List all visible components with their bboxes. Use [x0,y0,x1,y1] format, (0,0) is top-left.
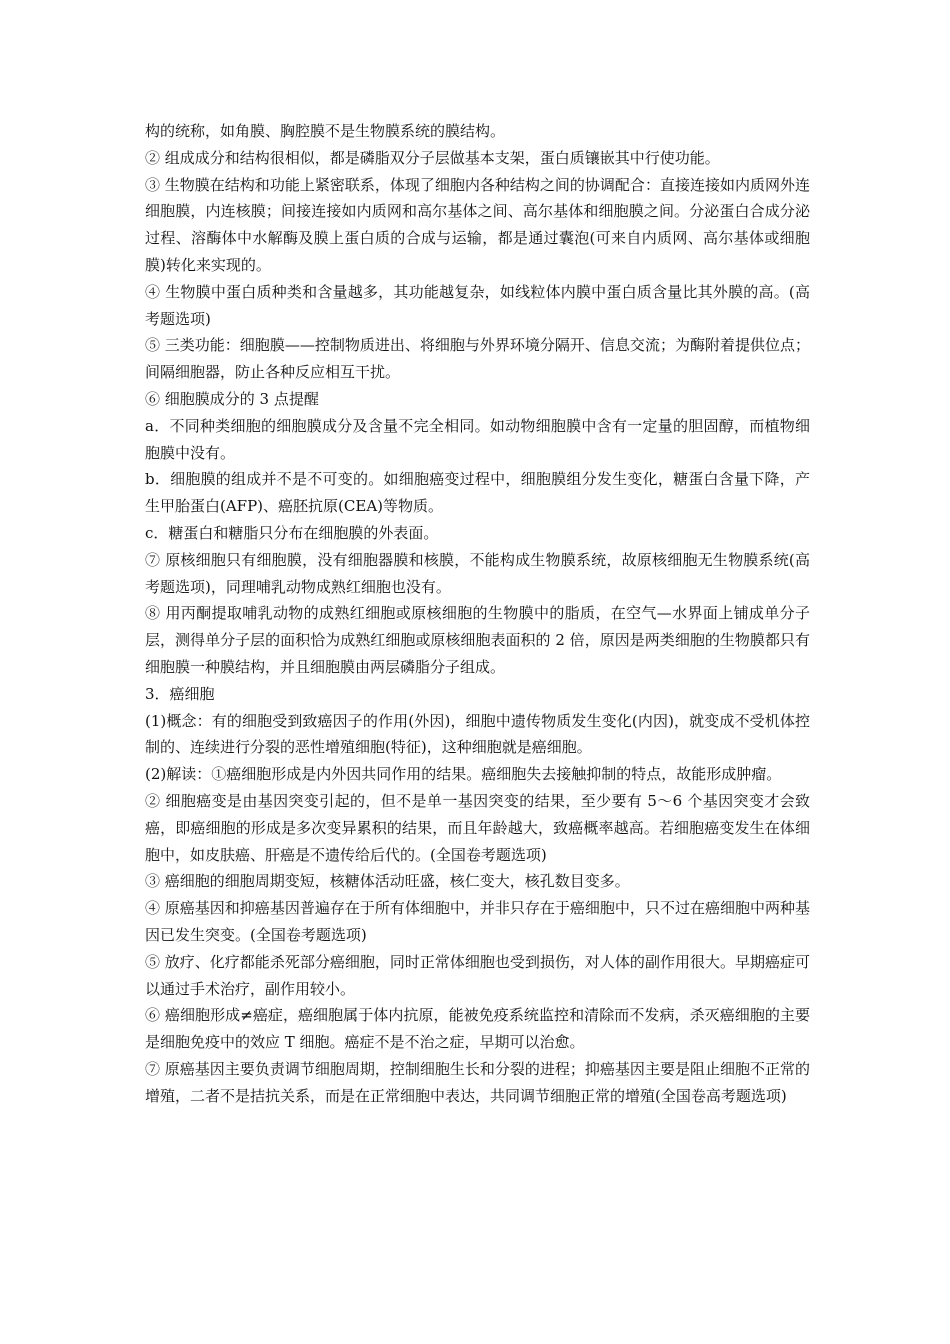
paragraph-9: c．糖蛋白和糖脂只分布在细胞膜的外表面。 [145,523,439,542]
paragraph-18: ⑤ 放疗、化疗都能杀死部分癌细胞，同时正常体细胞也受到损伤，对人体的副作用很大。早期癌症可以通过手术治疗，副作用较小。 [145,952,810,998]
paragraph-7: a．不同种类细胞的细胞膜成分及含量不完全相同。如动物细胞膜中含有一定量的胆固醇，而植物细胞膜中没有。 [145,416,810,462]
paragraph-6: ⑥ 细胞膜成分的 3 点提醒 [145,389,319,408]
paragraph-16: ③ 癌细胞的细胞周期变短，核糖体活动旺盛，核仁变大，核孔数目变多。 [145,872,630,891]
paragraph-14: (2)解读：①癌细胞形成是内外因共同作用的结果。癌细胞失去接触抑制的特点，故能形成肿瘤。 [145,765,782,784]
paragraph-10: ⑦ 原核细胞只有细胞膜，没有细胞器膜和核膜，不能构成生物膜系统，故原核细胞无生物膜系统(高考题选项)，同理哺乳动物成熟红细胞也没有。 [145,550,810,596]
paragraph-17: ④ 原癌基因和抑癌基因普遍存在于所有体细胞中，并非只存在于癌细胞中，只不过在癌细胞中两种基因已发生突变。(全国卷考题选项) [145,899,810,944]
paragraph-13: (1)概念：有的细胞受到致癌因子的作用(外因)，细胞中遗传物质发生变化(内因)，就变成不受机体控制的、连续进行分裂的恶性增殖细胞(特征)，这种细胞就是癌细胞。 [145,711,810,757]
paragraph-19: ⑥ 癌细胞形成≠癌症，癌细胞属于体内抗原，能被免疫系统监控和清除而不发病，杀灭癌细胞的主要是细胞免疫中的效应 T 细胞。癌症不是不治之症，早期可以治愈。 [145,1006,810,1052]
paragraph-8: b．细胞膜的组成并不是不可变的。如细胞癌变过程中，细胞膜组分发生变化，糖蛋白含量下降，产生甲胎蛋白(AFP)、癌胚抗原(CEA)等物质。 [145,470,810,516]
section-heading-cancer-cells: 3．癌细胞 [145,684,215,703]
paragraph-3: ③ 生物膜在结构和功能上紧密联系，体现了细胞内各种结构之间的协调配合：直接连接如内质网外连细胞膜，内连核膜；间接连接如内质网和高尔基体之间、高尔基体和细胞膜之间。分泌蛋白合成分泌过程、溶酶体中水解酶及膜上蛋白质的合成与运输，都是通过囊泡(可来自内质网、高尔基体或细胞膜)转化来实现的。 [145,175,810,274]
paragraph-2: ② 组成成分和结构很相似，都是磷脂双分子层做基本支架，蛋白质镶嵌其中行使功能。 [145,148,720,167]
paragraph-11: ⑧ 用丙酮提取哺乳动物的成熟红细胞或原核细胞的生物膜中的脂质，在空气—水界面上铺成单分子层，测得单分子层的面积恰为成熟红细胞或原核细胞表面积的 2 倍，原因是两类细胞的生物膜都只有细胞膜一种膜结构，并且细胞膜由两层磷脂分子组成。 [145,604,810,676]
paragraph-15: ② 细胞癌变是由基因突变引起的，但不是单一基因突变的结果，至少要有 5～6 个基因突变才会致癌，即癌细胞的形成是多次变异累积的结果，而且年龄越大，致癌概率越高。若细胞癌变发生在体细胞中，如皮肤癌、肝癌是不遗传给后代的。(全国卷考题选项) [145,791,810,864]
paragraph-1: 构的统称，如角膜、胸腔膜不是生物膜系统的膜结构。 [145,122,506,140]
paragraph-4: ④ 生物膜中蛋白质种类和含量越多，其功能越复杂，如线粒体内膜中蛋白质含量比其外膜的高。(高考题选项) [145,282,810,328]
paragraph-5: ⑤ 三类功能：细胞膜——控制物质进出、将细胞与外界环境分隔开、信息交流；为酶附着提供位点；间隔细胞器，防止各种反应相互干扰。 [145,336,810,382]
document-page [145,118,810,1109]
paragraph-20: ⑦ 原癌基因主要负责调节细胞周期，控制细胞生长和分裂的进程；抑癌基因主要是阻止细胞不正常的增殖，二者不是拮抗关系，而是在正常细胞中表达，共同调节细胞正常的增殖(全国卷高考题选项) [145,1059,810,1105]
